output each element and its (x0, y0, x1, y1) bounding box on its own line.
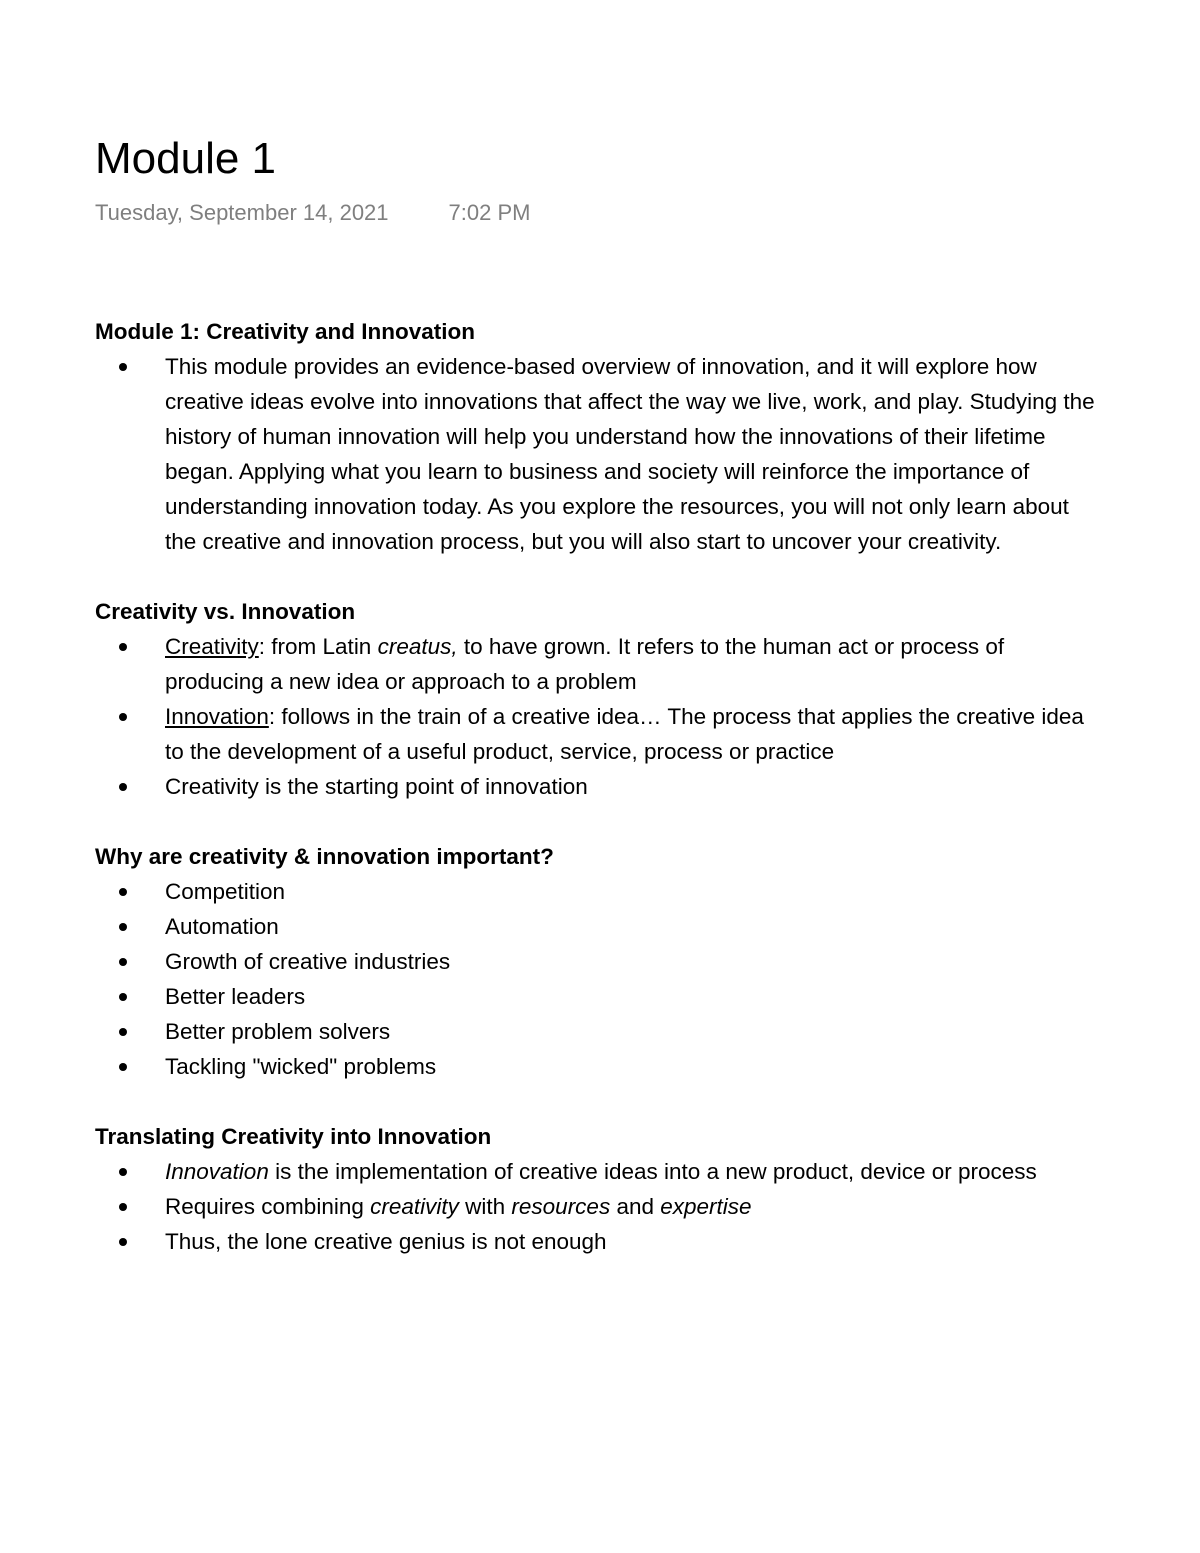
list-item-text: This module provides an evidence-based overview of innovation, and it will explore how creative ideas evolve into innovations that affect the way we live, work, and play. Studying the history of human innovation will help you understand how the innovations of their lifetime began. Applying what you learn to business and society will reinforce the importance of understanding innovation today. As you explore the resources, you will not only learn about the creative and innovation process, but you will also start to uncover your creativity. (165, 354, 1095, 554)
bullet-icon (119, 713, 127, 721)
bullet-list (95, 874, 1105, 1084)
list-item (95, 979, 1105, 1014)
list-item (95, 944, 1105, 979)
bullet-icon (119, 1028, 127, 1036)
term-expertise: expertise (660, 1194, 752, 1219)
bullet-list (95, 1154, 1105, 1259)
section-heading: Module 1: Creativity and Innovation (95, 319, 476, 344)
list-item (95, 349, 1105, 559)
list-item-text: Competition (165, 879, 286, 904)
bullet-icon (119, 1203, 127, 1211)
term-innovation: Innovation (165, 1159, 269, 1184)
list-item-text: Tackling "wicked" problems (165, 1054, 437, 1079)
list-item (95, 874, 1105, 909)
section-translating-creativity (95, 1119, 1105, 1259)
list-item-text: Requires combining (165, 1194, 371, 1219)
list-item-text: with (458, 1194, 512, 1219)
list-item-text: : follows in the train of a creative idea… The process that applies the creative idea to the development of a useful product, service, process or practice (165, 704, 1084, 764)
list-item-text: Better leaders (165, 984, 306, 1009)
section-heading: Translating Creativity into Innovation (95, 1124, 492, 1149)
list-item-text: Thus, the lone creative genius is not enough (165, 1229, 607, 1254)
section-heading: Why are creativity & innovation important? (95, 844, 554, 869)
list-item-text: Automation (165, 914, 279, 939)
list-item (95, 1224, 1105, 1259)
term-innovation: Innovation (165, 704, 269, 729)
section-heading: Creativity vs. Innovation (95, 599, 356, 624)
bullet-icon (119, 1168, 127, 1176)
note-date: Tuesday, September 14, 2021 (95, 200, 389, 225)
note-body (95, 314, 1105, 1294)
section-why-important (95, 839, 1105, 1084)
note-time: 7:02 PM (448, 200, 531, 225)
list-item (95, 769, 1105, 804)
list-item-text: : from Latin (258, 634, 378, 659)
bullet-icon (119, 923, 127, 931)
term-creativity: creativity (370, 1194, 459, 1219)
list-item-text: Growth of creative industries (165, 949, 451, 974)
list-item (95, 629, 1105, 699)
bullet-icon (119, 643, 127, 651)
section-creativity-vs-innovation (95, 594, 1105, 804)
list-item-text: to have grown. It refers to the human act or process of producing a new idea or approach to a problem (165, 634, 1005, 694)
list-item-text: Creativity is the starting point of innovation (165, 774, 588, 799)
bullet-icon (119, 783, 127, 791)
list-item (95, 1154, 1105, 1189)
list-item (95, 699, 1105, 769)
bullet-icon (119, 888, 127, 896)
list-item (95, 1049, 1105, 1084)
term-resources: resources (511, 1194, 611, 1219)
list-item-text: Better problem solvers (165, 1019, 391, 1044)
bullet-list (95, 629, 1105, 804)
term-creativity: Creativity (165, 634, 259, 659)
bullet-list (95, 349, 1105, 559)
bullet-icon (119, 1238, 127, 1246)
latin-word: creatus, (377, 634, 458, 659)
bullet-icon (119, 363, 127, 371)
bullet-icon (119, 993, 127, 1001)
list-item (95, 1189, 1105, 1224)
bullet-icon (119, 958, 127, 966)
list-item-text: is the implementation of creative ideas into a new product, device or process (268, 1159, 1037, 1184)
list-item (95, 1014, 1105, 1049)
list-item (95, 909, 1105, 944)
list-item-text: and (610, 1194, 661, 1219)
bullet-icon (119, 1063, 127, 1071)
page-title: Module 1 (95, 134, 277, 183)
section-creativity-and-innovation (95, 314, 1105, 559)
note-timestamp (95, 199, 530, 227)
